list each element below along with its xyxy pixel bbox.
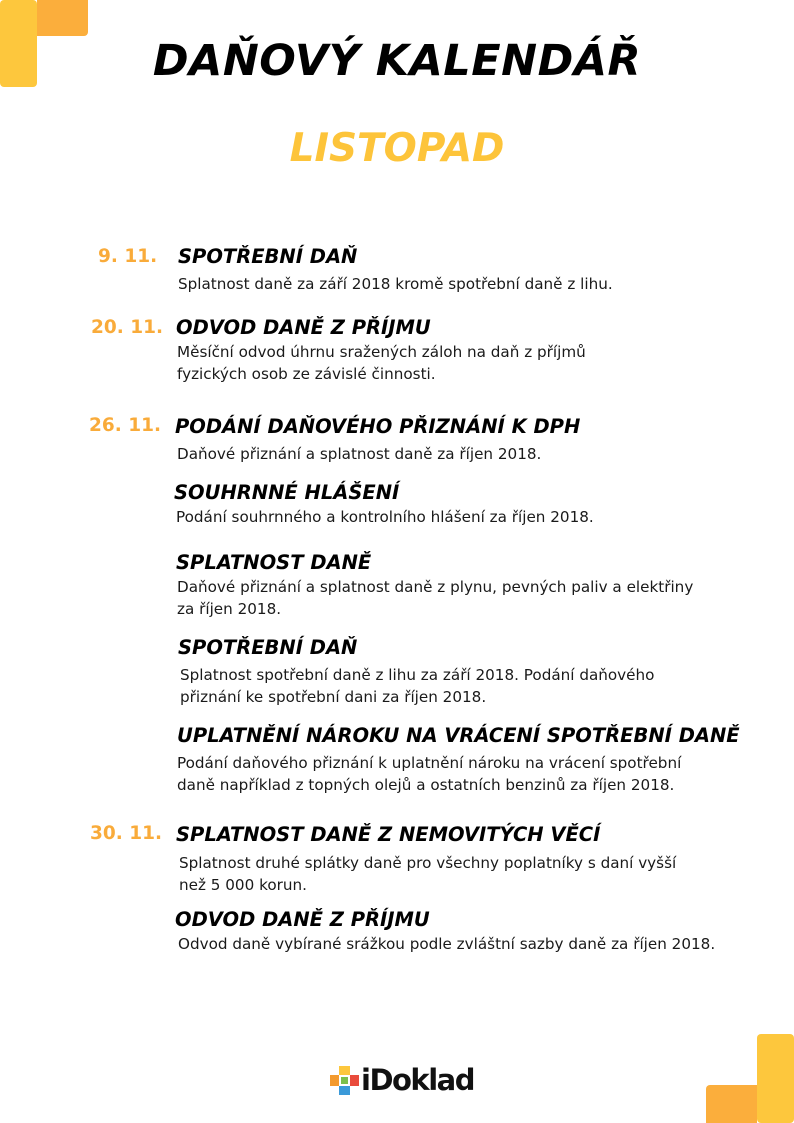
date-label: 9. 11. xyxy=(98,246,158,267)
corner-decoration-bottom-right-vertical xyxy=(757,1034,794,1123)
idoklad-cross-icon xyxy=(330,1066,359,1095)
logo-text: iDoklad xyxy=(361,1063,474,1097)
entry-heading: PODÁNÍ DAŇOVÉHO PŘIZNÁNÍ K DPH xyxy=(175,415,581,438)
entry-description: Daňové přiznání a splatnost daně z plynu, pevných paliv a elektřiny za říjen 2018. xyxy=(177,578,694,618)
entry-heading: UPLATNĚNÍ NÁROKU NA VRÁCENÍ SPOTŘEBNÍ DANĚ xyxy=(177,724,740,747)
idoklad-logo xyxy=(330,1064,474,1096)
corner-decoration-top-left-horizontal xyxy=(37,0,88,36)
corner-decoration-bottom-right-horizontal xyxy=(706,1085,757,1123)
entry-description: Podání souhrnného a kontrolního hlášení za říjen 2018. xyxy=(176,508,594,526)
page-title: DAŇOVÝ KALENDÁŘ xyxy=(152,36,642,86)
date-label: 26. 11. xyxy=(89,415,161,436)
entry-heading: SOUHRNNÉ HLÁŠENÍ xyxy=(174,481,400,504)
entry-description: Splatnost druhé splátky daně pro všechny poplatníky s daní vyšší než 5 000 korun. xyxy=(179,854,677,894)
entry-heading: SPOTŘEBNÍ DAŇ xyxy=(178,245,358,268)
entry-description: Splatnost spotřební daně z lihu za září 2018. Podání daňového přiznání ke spotřební dani za říjen 2018. xyxy=(180,666,655,706)
entry-heading: SPLATNOST DANĚ xyxy=(176,551,372,574)
entry-heading: SPLATNOST DANĚ Z NEMOVITÝCH VĚCÍ xyxy=(176,823,601,846)
entry-description: Daňové přiznání a splatnost daně za říjen 2018. xyxy=(177,445,542,463)
entry-description: Podání daňového přiznání k uplatnění nároku na vrácení spotřební daně například z topných olejů a ostatních benzinů za říjen 2018. xyxy=(177,754,682,794)
date-label: 20. 11. xyxy=(91,317,163,338)
month-title: LISTOPAD xyxy=(289,126,505,171)
entry-heading: ODVOD DANĚ Z PŘÍJMU xyxy=(175,908,430,931)
entry-heading: SPOTŘEBNÍ DAŇ xyxy=(178,636,358,659)
entry-description: Odvod daně vybírané srážkou podle zvláštní sazby daně za říjen 2018. xyxy=(178,935,716,953)
entry-description: Splatnost daně za září 2018 kromě spotřební daně z lihu. xyxy=(178,275,613,293)
entry-description: Měsíční odvod úhrnu sražených záloh na daň z příjmů fyzických osob ze závislé činnosti. xyxy=(177,343,586,383)
date-label: 30. 11. xyxy=(90,823,162,844)
entry-heading: ODVOD DANĚ Z PŘÍJMU xyxy=(176,316,431,339)
